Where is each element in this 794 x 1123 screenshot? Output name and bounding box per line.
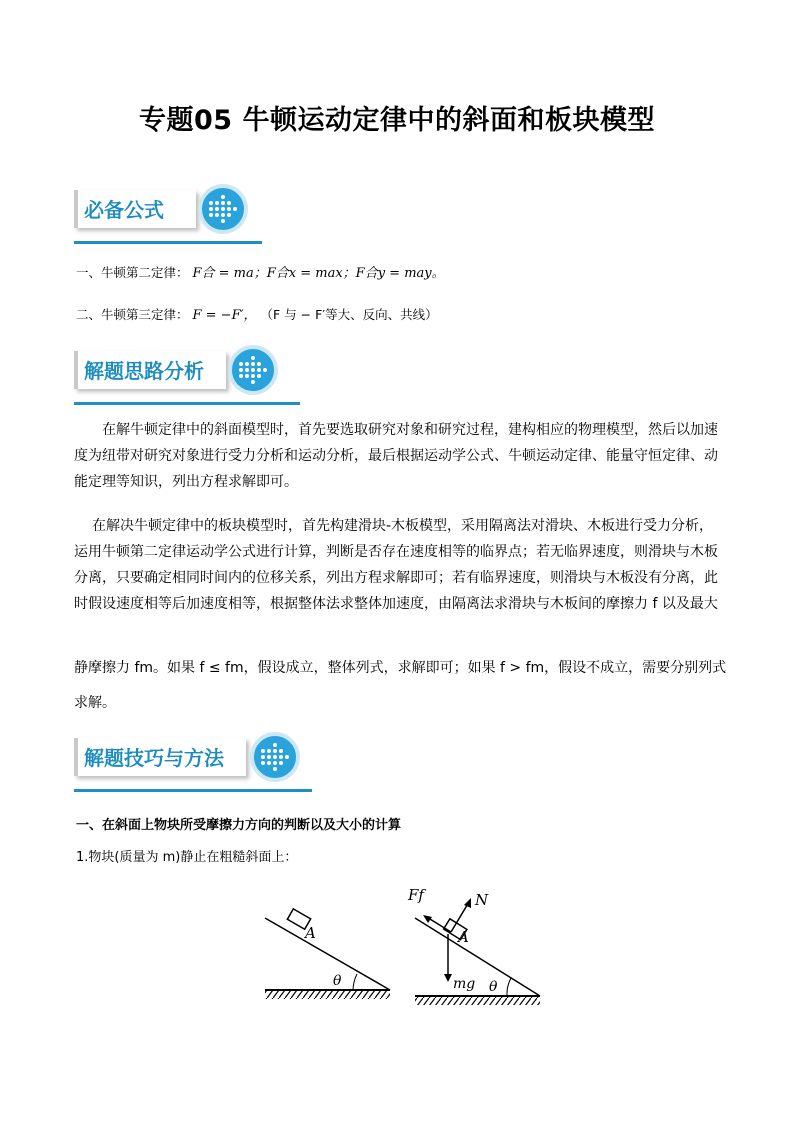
block-label-right: A <box>458 928 469 946</box>
section-banner-formulas <box>74 184 264 244</box>
analysis-paragraph-2: 在解决牛顿定律中的板块模型时，首先构建滑块-木板模型，采用隔离法对滑块、木板进行受力分析，运用牛顿第二定律运动学公式进行计算，判断是否存在速度相等的临界点；若无临界速度，则滑块与木板分离，只要确定相同时间内的位移关系，列出方程求解即可；若有临界速度，则滑块与木板没有分离，此时假设速度相等后加速度相等，根据整体法求整体加速度，由隔离法求滑块与木板间的摩擦力 f 以及最大 <box>74 518 718 612</box>
incline-left <box>265 909 390 999</box>
formula-label: 二、牛顿第三定律： <box>76 307 189 322</box>
formula-label: 一、牛顿第二定律： <box>76 265 189 280</box>
section-title-formulas: 必备公式 <box>84 198 164 222</box>
gravity-label: mg <box>453 976 476 992</box>
angle-label-left: θ <box>333 973 342 989</box>
dot-arrow-icon <box>250 732 300 782</box>
formula-note: （F 与 − F′等大、反向、共线） <box>260 307 438 322</box>
dot-arrow-icon <box>198 184 248 234</box>
normal-label: N <box>475 891 489 909</box>
block-label-left: A <box>305 924 316 942</box>
analysis-paragraph-1: 在解牛顿定律中的斜面模型时，首先要选取研究对象和研究过程，建构相应的物理模型，然后以加速度为纽带对研究对象进行受力分析和运动分析，最后根据运动学公式、牛顿运动定律、能量守恒定律、动能定理等知识，列出方程求解即可。 <box>74 422 718 490</box>
formula-math: F合 = ma；F合x = max；F合y = may。 <box>192 266 445 281</box>
section-banner-methods <box>74 732 314 792</box>
analysis-paragraph-2-cont: 静摩擦力 fm。如果 f ≤ fm，假设成立，整体列式，求解即可；如果 f > fm，假设不成立，需要分别列式 <box>74 660 727 676</box>
angle-label-right: θ <box>489 979 498 995</box>
section-title-methods: 解题技巧与方法 <box>84 746 224 770</box>
section-title-analysis: 解题思路分析 <box>84 359 204 383</box>
formula-math: F = −F′， <box>192 308 257 323</box>
dot-arrow-icon <box>228 345 278 395</box>
method-item-1: 1.物块(质量为 m)静止在粗糙斜面上： <box>76 850 298 865</box>
formula-line-2 <box>76 304 438 323</box>
page-title: 专题05 牛顿运动定律中的斜面和板块模型 <box>139 105 655 136</box>
incline-figure <box>255 878 555 1008</box>
incline-right <box>407 886 540 1005</box>
section-banner-analysis <box>74 345 304 405</box>
formula-line-1 <box>76 262 445 281</box>
method-heading-1: 一、在斜面上物块所受摩擦力方向的判断以及大小的计算 <box>76 818 402 833</box>
analysis-paragraph-2-end: 求解。 <box>74 695 116 711</box>
friction-label: Ff <box>408 886 424 904</box>
